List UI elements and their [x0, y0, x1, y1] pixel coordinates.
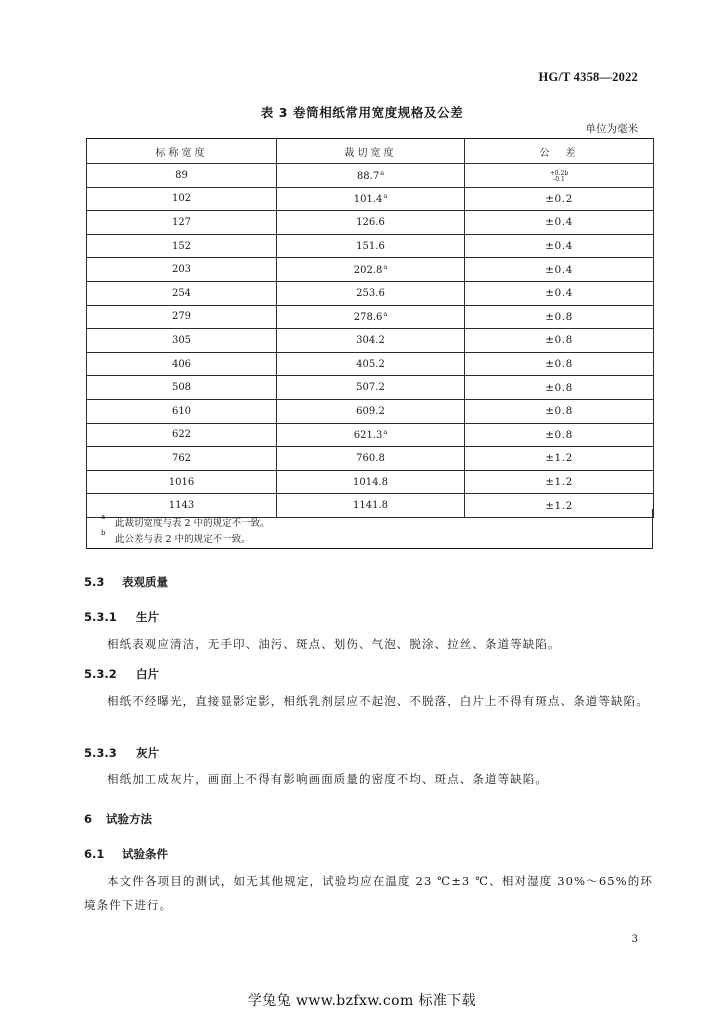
column-header-tolerance: 公 差 [465, 139, 654, 164]
section-heading-5-3-1 [84, 609, 159, 625]
cut-width-value: 621.3 [353, 430, 383, 442]
cut-width-value: 88.7 [356, 170, 380, 182]
cut-width-cell [277, 234, 465, 258]
table-row [87, 399, 654, 423]
cut-width-cell [277, 399, 465, 423]
section-body-5-3-1: 相纸表观应清洁，无手印、油污、斑点、划伤、气泡、脱涂、拉丝、条道等缺陷。 [107, 637, 561, 651]
column-header-cut-width: 裁切宽度 [277, 139, 465, 164]
cut-width-cell [277, 352, 465, 376]
tolerance-cell: ±0.8 [465, 399, 654, 423]
table-row [87, 423, 654, 447]
cut-width-value: 151.6 [356, 240, 385, 252]
table-row [87, 164, 654, 188]
footnote-text: 此裁切宽度与表 2 中的规定不一致。 [115, 518, 270, 529]
footnote-b [101, 529, 251, 545]
cut-width-cell [277, 329, 465, 353]
cut-width-cell [277, 423, 465, 447]
table-row [87, 187, 654, 211]
tolerance-cell [465, 164, 654, 188]
nominal-width-cell: 305 [87, 329, 277, 353]
table-title: 表 3 卷筒相纸常用宽度规格及公差 [260, 105, 464, 120]
section-number: 6 [84, 812, 93, 826]
tolerance-cell: ±0.4 [465, 258, 654, 282]
footnote-ref: a [383, 428, 388, 437]
nominal-width-cell: 152 [87, 234, 277, 258]
cut-width-value: 126.6 [356, 216, 385, 228]
cut-width-cell [277, 187, 465, 211]
cut-width-value: 609.2 [356, 405, 385, 417]
section-number: 6.1 [84, 847, 105, 861]
section-title: 表观质量 [122, 575, 168, 589]
table-row [87, 352, 654, 376]
cut-width-value: 278.6 [353, 312, 383, 324]
table-row [87, 470, 654, 494]
tolerance-upper: +0.2 [549, 169, 565, 177]
section-heading-6 [84, 811, 152, 827]
cut-width-value: 253.6 [356, 287, 385, 299]
cut-width-cell [277, 164, 465, 188]
width-spec-table [86, 138, 654, 518]
table-row [87, 211, 654, 235]
section-title: 白片 [136, 667, 159, 681]
site-watermark: 学兔兔 www.bzfxw.com 标准下载 [247, 993, 477, 1009]
table-header-row [87, 139, 654, 164]
section-body-5-3-2: 相纸不经曝光，直接显影定影，相纸乳剂层应不起泡、不脱落，白片上不得有斑点、条道等缺陷。 [107, 694, 649, 708]
section-title: 试验方法 [106, 812, 152, 826]
cut-width-value: 101.4 [353, 194, 383, 206]
asymmetric-tolerance [550, 171, 568, 184]
cut-width-value: 1141.8 [353, 500, 388, 512]
section-heading-6-1 [84, 846, 168, 862]
section-number: 5.3.3 [84, 746, 117, 760]
tolerance-cell: ±0.8 [465, 352, 654, 376]
nominal-width-cell: 1143 [87, 494, 277, 518]
section-title: 灰片 [136, 746, 159, 760]
cut-width-cell [277, 305, 465, 329]
tolerance-cell: ±0.8 [465, 329, 654, 353]
tolerance-cell: ±1.2 [465, 494, 654, 518]
cut-width-cell [277, 211, 465, 235]
nominal-width-cell: 127 [87, 211, 277, 235]
tolerance-cell: ±0.2 [465, 187, 654, 211]
nominal-width-cell: 406 [87, 352, 277, 376]
table-row [87, 258, 654, 282]
cut-width-cell [277, 447, 465, 471]
cut-width-cell [277, 376, 465, 400]
column-header-nominal-width: 标称宽度 [87, 139, 277, 164]
nominal-width-cell: 622 [87, 423, 277, 447]
tolerance-cell: ±0.4 [465, 281, 654, 305]
document-code: HG/T 4358—2022 [538, 70, 638, 84]
footnote-ref: a [383, 263, 388, 272]
footnote-mark: a [101, 513, 106, 521]
nominal-width-cell: 279 [87, 305, 277, 329]
cut-width-value: 507.2 [356, 382, 385, 394]
footnote-mark: b [101, 529, 106, 537]
tolerance-cell: ±0.4 [465, 211, 654, 235]
cut-width-value: 405.2 [356, 358, 385, 370]
footnote-ref: a [383, 310, 388, 319]
tolerance-cell: ±0.8 [465, 423, 654, 447]
tolerance-cell: ±0.4 [465, 234, 654, 258]
section-title: 试验条件 [122, 847, 168, 861]
section-title: 生片 [136, 610, 159, 624]
footnote-text: 此公差与表 2 中的规定不一致。 [115, 534, 251, 545]
nominal-width-cell: 508 [87, 376, 277, 400]
table-footnotes [86, 509, 653, 549]
cut-width-value: 304.2 [356, 334, 385, 346]
table-unit: 单位为毫米 [585, 123, 638, 135]
footnote-a [101, 513, 270, 529]
cut-width-value: 202.8 [353, 265, 383, 277]
table-row [87, 376, 654, 400]
nominal-width-cell: 89 [87, 164, 277, 188]
footnote-ref: a [383, 192, 388, 201]
table-row [87, 447, 654, 471]
cut-width-cell [277, 281, 465, 305]
page-number: 3 [631, 934, 638, 945]
section-body-6-1: 本文件各项目的测试，如无其他规定，试验均应在温度 23 ℃±3 ℃、相对湿度 30%～65%的环境条件下进行。 [84, 874, 653, 912]
nominal-width-cell: 203 [87, 258, 277, 282]
cut-width-value: 760.8 [356, 452, 385, 464]
cut-width-value: 1014.8 [353, 476, 388, 488]
nominal-width-cell: 610 [87, 399, 277, 423]
cut-width-cell [277, 470, 465, 494]
section-body-5-3-3: 相纸加工成灰片，画面上不得有影响画面质量的密度不均、斑点、条道等缺陷。 [107, 772, 548, 786]
tolerance-cell: ±0.8 [465, 305, 654, 329]
nominal-width-cell: 1016 [87, 470, 277, 494]
section-heading-5-3 [84, 574, 168, 590]
table-row [87, 329, 654, 353]
section-number: 5.3.1 [84, 610, 117, 624]
nominal-width-cell: 102 [87, 187, 277, 211]
section-heading-5-3-3 [84, 745, 159, 761]
table-row [87, 281, 654, 305]
table-row [87, 234, 654, 258]
table-row [87, 305, 654, 329]
cut-width-cell [277, 258, 465, 282]
nominal-width-cell: 254 [87, 281, 277, 305]
nominal-width-cell: 762 [87, 447, 277, 471]
footnote-ref: b [564, 169, 569, 177]
section-heading-5-3-2 [84, 666, 159, 682]
section-number: 5.3.2 [84, 667, 117, 681]
footnote-ref: a [380, 168, 385, 177]
section-number: 5.3 [84, 575, 105, 589]
tolerance-cell: ±0.8 [465, 376, 654, 400]
tolerance-cell: ±1.2 [465, 447, 654, 471]
tolerance-cell: ±1.2 [465, 470, 654, 494]
tolerance-lower: -0.1 [553, 176, 565, 184]
